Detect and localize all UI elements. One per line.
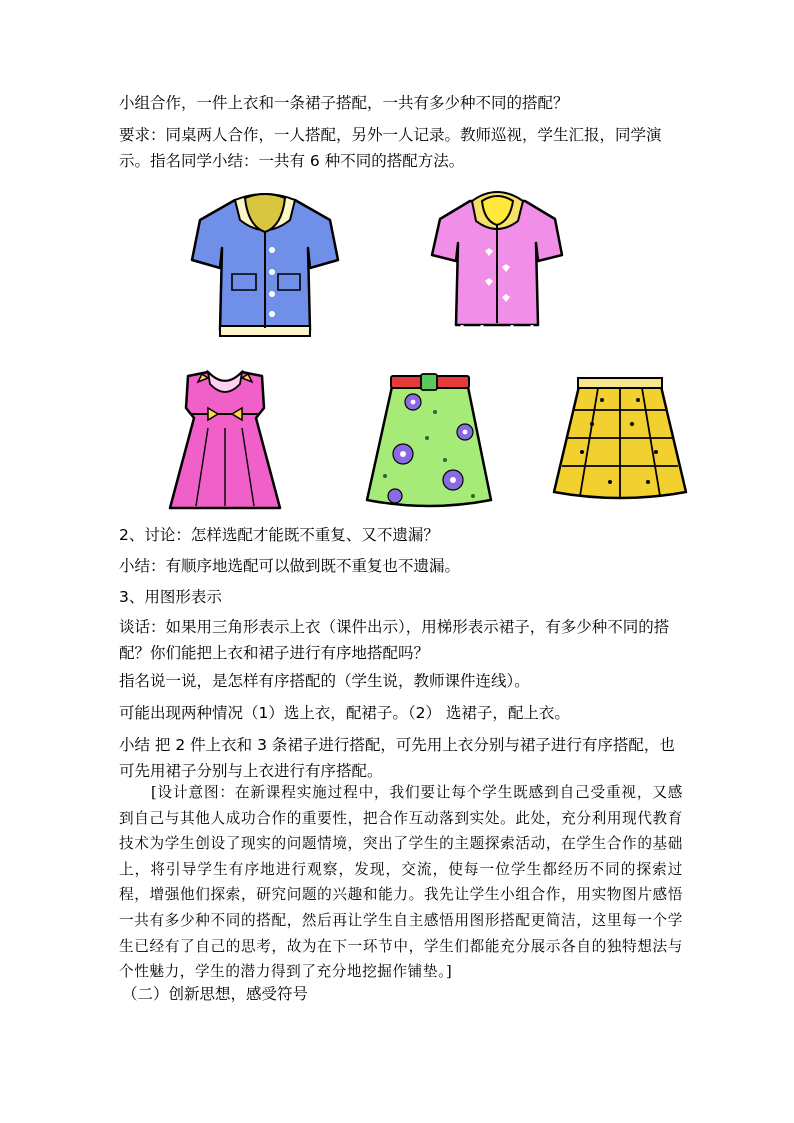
design-intent-note xyxy=(119,780,683,985)
section-3-heading: 3、用图形表示 xyxy=(119,588,222,606)
pink-dress-icon xyxy=(168,368,282,513)
design-intent-text: [设计意图：在新课程实施过程中，我们要让每个学生既感到自己受重视，又感到自己与其他人成功合作的重要性，把合作互动落到实处。此处，充分利用现代教育技术为学生创设了现实的问题情境，突出了学生的主题探索活动，在学生合作的基础上，将引导学生有序地进行观察，发现，交流，使每一位学生都经历不同的探索过程，增强他们探索，研究问题的兴趣和能力。我先让学生小组合作，用实物图片感悟一共有多少种不同的搭配，然后再让学生自主感悟用图形搭配更简洁，这里每一个学生已经有了自己的思考，故为在下一环节中，学生们都能充分展示各自的独特想法与个性魅力，学生的潜力得到了充分地挖掘作铺垫。] xyxy=(119,784,683,981)
pink-shirt-icon xyxy=(430,187,565,332)
cases-line: 可能出现两种情况（1）选上衣，配裙子。（2） 选裙子，配上衣。 xyxy=(119,704,570,722)
name-say-line: 指名说一说，是怎样有序搭配的（学生说，教师课件连线）。 xyxy=(119,672,530,690)
summary-paragraph-2: 小结 把 2 件上衣和 3 条裙子进行搭配，可先用上衣分别与裙子进行有序搭配，也可先用裙子分别与上衣进行有序搭配。 xyxy=(119,736,675,780)
summary-line-1: 小结：有顺序地选配可以做到既不重复也不遗漏。 xyxy=(119,557,461,575)
blue-shirt-icon xyxy=(190,190,340,340)
green-flower-skirt-icon xyxy=(365,372,493,510)
section-2-heading: （二）创新思想，感受符号 xyxy=(122,985,309,1003)
yellow-checked-skirt-icon xyxy=(552,376,688,504)
discussion-line: 2、讨论：怎样选配才能既不重复、又不遗漏？ xyxy=(119,526,439,544)
requirement-paragraph: 要求：同桌两人合作，一人搭配，另外一人记录。教师巡视，学生汇报，同学演示。指名同学小结：一共有 6 种不同的搭配方法。 xyxy=(119,126,662,170)
talk-paragraph: 谈话：如果用三角形表示上衣（课件出示），用梯形表示裙子，有多少种不同的搭配？你们能把上衣和裙子进行有序地搭配吗？ xyxy=(119,618,670,662)
question-line: 小组合作，一件上衣和一条裙子搭配，一共有多少种不同的搭配？ xyxy=(119,94,569,112)
